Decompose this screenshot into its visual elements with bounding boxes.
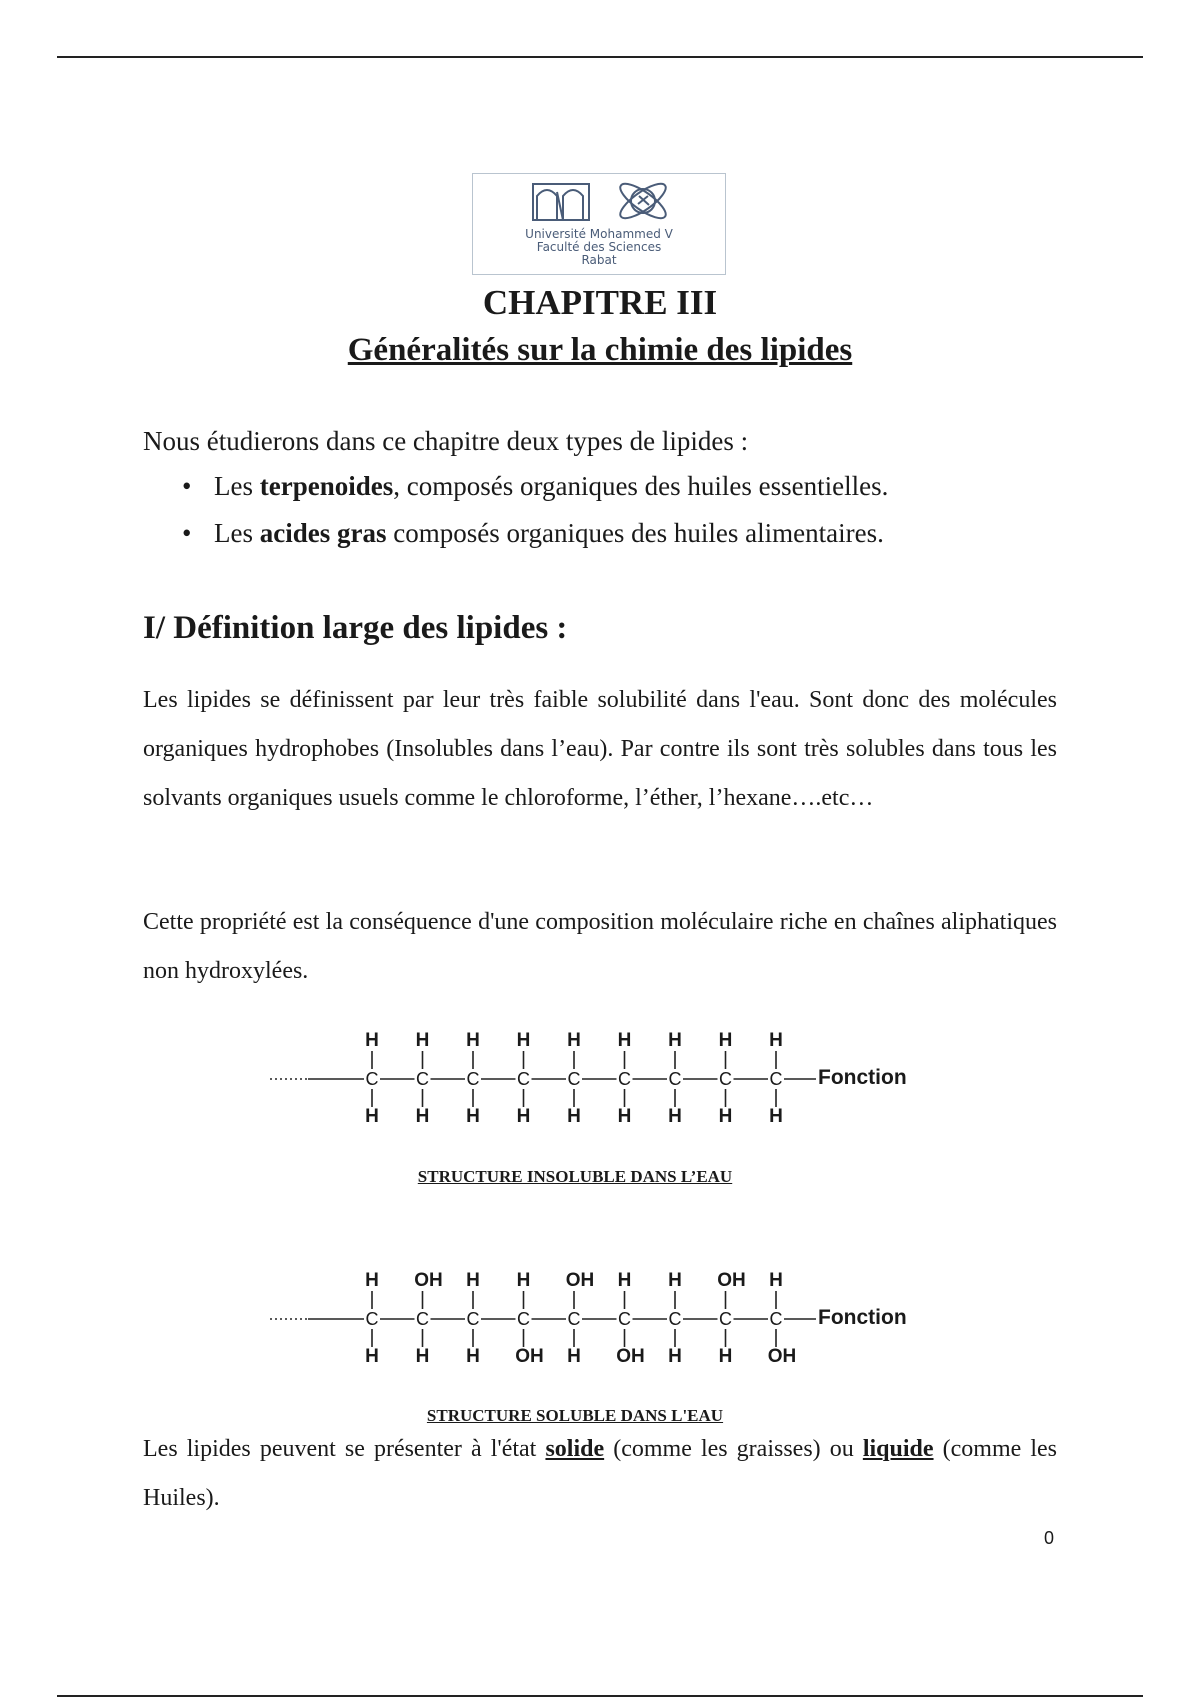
page-number: 0 [1044,1528,1055,1548]
section-heading: I/ Définition large des lipides : [143,610,568,646]
carbon-atom: C [618,1309,631,1329]
top-substituent: H [668,1270,682,1291]
university-logo [472,173,726,275]
top-substituent: H [415,1030,430,1051]
states-text-2: (comme les graisses) ou [604,1436,863,1462]
bottom-substituent: H [769,1106,783,1127]
carbon-atom: C [719,1069,732,1089]
bottom-substituent: OH [616,1346,645,1367]
logo-line-1: Université Mohammed V [525,227,673,241]
bottom-substituent: H [516,1106,531,1127]
chapter-number: CHAPITRE III [482,283,718,322]
bullet-text-before: Les [214,471,260,501]
insoluble-structure-diagram [268,1022,938,1132]
top-substituent: H [617,1270,632,1291]
top-substituent: OH [717,1270,746,1291]
top-substituent: H [769,1030,783,1051]
bottom-rule [57,1695,1143,1697]
bottom-substituent: H [365,1106,379,1127]
top-substituent: OH [565,1270,595,1291]
bullet-text-after: composés organiques des huiles alimentaires. [386,518,884,548]
solid-term: solide [545,1436,605,1462]
states-text-1: Les lipides peuvent se présenter à l'état [143,1436,537,1462]
carbon-atom: C [466,1069,480,1089]
bottom-substituent: H [718,1106,733,1127]
carbon-atom: C [567,1069,581,1089]
bottom-substituent: H [466,1106,480,1127]
states-text-3: (comme les Huiles). [143,1436,1058,1511]
carbon-atom: C [719,1309,732,1329]
carbon-atom: C [365,1069,379,1089]
bottom-substituent: H [617,1106,632,1127]
top-rule [57,56,1143,58]
bottom-substituent: H [567,1346,581,1367]
page-title: Généralités sur la chimie des lipides [347,332,853,368]
bullet-bold-term: acides gras [259,518,387,548]
logo-line-3: Rabat [581,253,617,267]
bullet-bold-term: terpenoides [259,471,394,501]
definition-paragraph: Les lipides se définissent par leur très faible solubilité dans l'eau. Sont donc des molécules organiques hydrophobes (Insolubles dans l’eau). Par contre ils sont très solubles dans tous les solvants organiques usuels comme le chloroforme, l’éther, l’hexane….etc… [143,687,1057,811]
insoluble-structure-caption: STRUCTURE INSOLUBLE DANS L’EAU [417,1167,733,1186]
carbon-atom: C [416,1309,429,1329]
bottom-substituent: H [718,1346,733,1367]
property-paragraph: Cette propriété est la conséquence d'une composition moléculaire riche en chaînes aliphatiques non hydroxylées. [143,909,1057,984]
top-substituent: H [718,1030,733,1051]
liquid-term: liquide [862,1436,934,1462]
bullet-text-before: Les [214,518,260,548]
top-substituent: H [516,1030,531,1051]
bullet-icon: • [182,518,192,548]
top-substituent: H [516,1270,531,1291]
logo-emblem-icon [473,174,727,230]
bottom-substituent: H [567,1106,581,1127]
bottom-substituent: H [415,1346,430,1367]
top-substituent: H [769,1270,783,1291]
bottom-substituent: OH [515,1346,544,1367]
carbon-atom: C [769,1309,783,1329]
top-substituent: H [466,1030,480,1051]
bottom-substituent: OH [767,1346,797,1367]
function-label: Fonction [818,1306,907,1329]
bullet-text-after: , composés organiques des huiles essentielles. [393,471,889,501]
soluble-structure-diagram [268,1262,938,1372]
carbon-atom: C [567,1309,581,1329]
bottom-substituent: H [668,1106,682,1127]
top-substituent: OH [414,1270,443,1291]
top-substituent: H [365,1030,379,1051]
carbon-atom: C [365,1309,379,1329]
function-label: Fonction [818,1066,907,1089]
bottom-substituent: H [668,1346,682,1367]
logo-line-2: Faculté des Sciences [536,240,662,254]
bottom-substituent: H [365,1346,379,1367]
states-paragraph [143,1425,1057,1523]
carbon-atom: C [416,1069,429,1089]
bullet-icon: • [182,471,192,501]
carbon-atom: C [517,1309,530,1329]
top-substituent: H [466,1270,480,1291]
carbon-atom: C [668,1069,682,1089]
bottom-substituent: H [415,1106,430,1127]
carbon-atom: C [618,1069,631,1089]
bottom-substituent: H [466,1346,480,1367]
top-substituent: H [567,1030,581,1051]
carbon-atom: C [668,1309,682,1329]
carbon-atom: C [517,1069,530,1089]
intro-text: Nous étudierons dans ce chapitre deux types de lipides : [143,426,749,456]
top-substituent: H [668,1030,682,1051]
soluble-structure-caption: STRUCTURE SOLUBLE DANS L'EAU [426,1406,724,1425]
carbon-atom: C [769,1069,783,1089]
top-substituent: H [365,1270,379,1291]
top-substituent: H [617,1030,632,1051]
carbon-atom: C [466,1309,480,1329]
